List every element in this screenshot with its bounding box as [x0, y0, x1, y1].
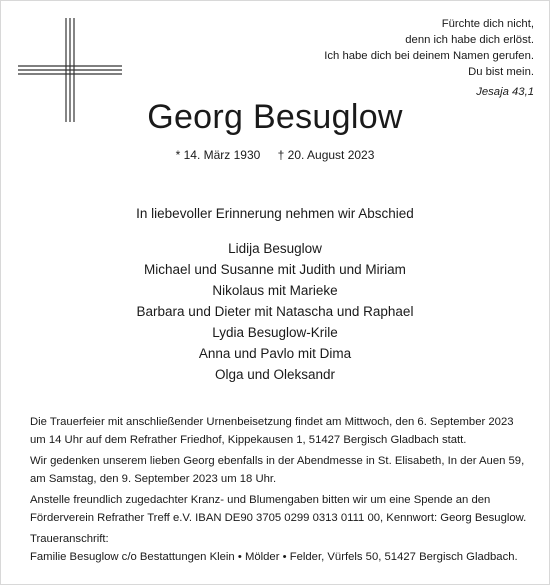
bible-verse — [274, 16, 534, 100]
farewell-intro: In liebevoller Erinnerung nehmen wir Abschied — [136, 206, 414, 221]
verse-line: denn ich habe dich erlöst. — [405, 34, 534, 46]
mourner-item: Lydia Besuglow-Krile — [212, 325, 338, 340]
death-date: † 20. August 2023 — [277, 148, 375, 162]
verse-line: Ich habe dich bei deinem Namen gerufen. — [324, 50, 534, 62]
life-dates — [0, 148, 550, 162]
mourner-item: Anna und Pavlo mit Dima — [198, 346, 352, 361]
ceremony-text: Die Trauerfeier mit anschließender Urnenbeisetzung findet am Mittwoch, den 6. September 2023 um 14 Uhr auf dem Refrather Friedhof, Kippekausen 1, 51427 Bergisch Gladbach statt. — [30, 416, 514, 446]
verse-line: Fürchte dich nicht, — [441, 18, 534, 30]
birth-date: * 14. März 1930 — [175, 148, 261, 162]
mourner-item: Nikolaus mit Marieke — [212, 283, 338, 298]
deceased-name: Georg Besuglow — [147, 98, 403, 136]
verse-line: Du bist mein. — [468, 66, 534, 78]
mourners-list — [0, 238, 550, 385]
mourner-item: Olga und Oleksandr — [214, 367, 336, 382]
mourner-item: Michael und Susanne mit Judith und Miriam — [144, 262, 406, 277]
mourner-item: Lidija Besuglow — [228, 241, 322, 256]
ceremony-details — [30, 414, 530, 570]
donation-text: Anstelle freundlich zugedachter Kranz- und Blumengaben bitten wir um eine Spende an den Förderverein Refrather Treff e.V. IBAN DE90 3705 0299 0313 0111 00, Kennwort: Georg Besuglow. — [30, 494, 527, 524]
mourner-item: Barbara und Dieter mit Natascha und Raphael — [136, 304, 414, 319]
address-label: Traueranschrift: — [30, 533, 109, 545]
verse-reference: Jesaja 43,1 — [476, 86, 534, 98]
mourning-address: Familie Besuglow c/o Bestattungen Klein • Mölder • Felder, Vürfels 50, 51427 Bergisch Gladbach. — [30, 550, 518, 563]
mass-text: Wir gedenken unserem lieben Georg ebenfalls in der Abendmesse in St. Elisabeth, In der Auen 59, am Samstag, den 9. September 2023 um 18 Uhr. — [30, 455, 525, 485]
